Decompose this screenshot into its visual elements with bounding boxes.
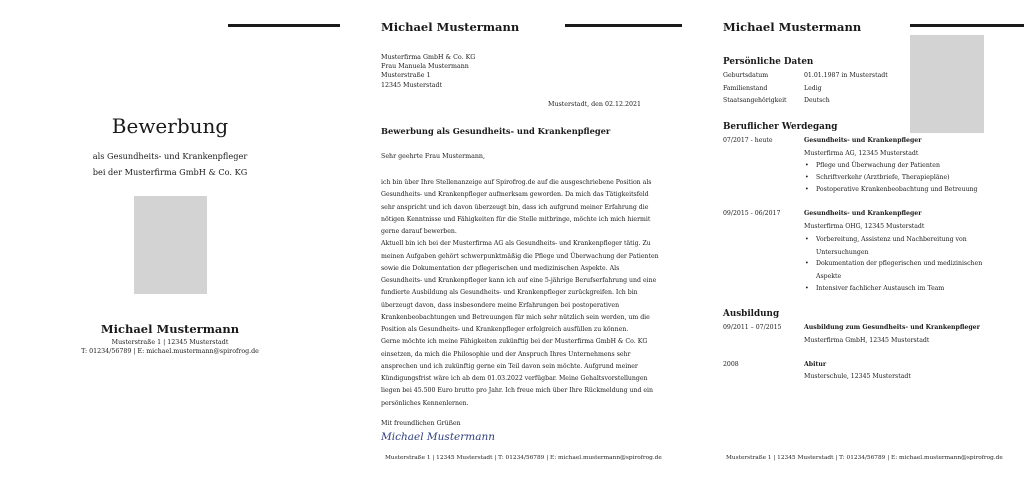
body-line: ansprechen und ich zukünftig gerne ein Teil davon sein möchte. Aufgrund meiner — [381, 362, 638, 370]
cover-address: Musterstraße 1 | 12345 Musterstadt — [111, 339, 229, 346]
letter-footer: Musterstraße 1 | 12345 Musterstadt | T: 01234/56789 | E: michael.mustermann@spirofrog.de — [385, 455, 662, 461]
career-title: Gesundheits- und Krankenpfleger — [804, 137, 922, 144]
body-line: sowie die Dokumentation der pflegerischen und medizinischen Aspekte. Als — [381, 264, 620, 272]
career-bullet: • Schriftverkehr (Arztbriefe, Therapiepläne) — [804, 172, 984, 185]
education-title: Abitur — [804, 361, 827, 368]
cv-footer: Musterstraße 1 | 12345 Musterstadt | T: 01234/56789 | E: michael.mustermann@spirofrog.de — [726, 455, 1003, 461]
cover-name: Michael Mustermann — [100, 322, 240, 336]
letter-top-rule — [565, 24, 682, 27]
career-date: 09/2015 - 06/2017 — [723, 210, 781, 217]
cover-title: Bewerbung — [111, 114, 229, 138]
letter-page — [345, 0, 685, 482]
body-line: Kündigungsfrist wäre ich ab dem 01.03.2022 verfügbar. Meine Gehaltsvorstellungen — [381, 375, 648, 382]
body-line: nötigen Kenntnisse und Fähigkeiten für die Stelle mitbringe, möchte ich mich hiermit — [381, 215, 651, 223]
career-date: 07/2017 - heute — [723, 137, 773, 144]
body-line: liegen bei 45.500 Euro brutto pro Jahr. Ich freue mich über Ihre Rückmeldung und ein — [381, 387, 654, 395]
body-line: ich bin über Ihre Stellenanzeige auf Spirofrog.de auf die ausgeschriebene Position als — [381, 179, 652, 186]
recipient-line: 12345 Musterstadt — [381, 81, 443, 89]
education-date: 09/2011 – 07/2015 — [723, 324, 782, 331]
cover-page — [0, 0, 345, 482]
cover-photo-placeholder — [134, 196, 207, 294]
career-bullet: • Vorbereitung, Assistenz und Nachbereitung von Untersuchungen — [804, 234, 984, 259]
cover-subtitle-2: bei der Musterfirma GmbH & Co. KG — [92, 167, 248, 177]
body-line: fundierte Ausbildung als Gesundheits- und Krankenpfleger zurückgreifen. Ich bin — [381, 289, 638, 297]
body-line: Gerne möchte ich meine Fähigkeiten zukünftig bei der Musterfirma GmbH & Co. KG — [381, 338, 648, 346]
cv-photo-placeholder — [910, 35, 984, 133]
career-company: Musterfirma AG, 12345 Musterstadt — [804, 150, 919, 157]
career-bullet: • Postoperative Krankenbeobachtung und Betreuung — [804, 184, 984, 197]
cover-contact: T: 01234/56789 | E: michael.mustermann@spirofrog.de — [81, 348, 259, 355]
career-heading: Beruflicher Werdegang — [723, 122, 838, 132]
personal-label: Staatsangehörigkeit — [723, 97, 787, 104]
body-line: Position als Gesundheits- und Krankenpfleger erfolgreich ausfüllen zu können. — [381, 326, 629, 333]
career-bullet: • Intensiver fachlicher Austausch im Team — [804, 283, 984, 296]
body-line: überzeugt davon, dass insbesondere meine Erfahrungen bei postoperativen — [381, 301, 620, 309]
body-line: meinen Aufgaben gehört schwerpunktmäßig die Pflege und Überwachung der Patienten — [381, 252, 659, 260]
education-heading: Ausbildung — [723, 309, 780, 319]
letter-date: Musterstadt, den 02.12.2021 — [548, 101, 641, 108]
education-school: Musterfirma GmbH, 12345 Musterstadt — [804, 337, 930, 344]
cover-subtitle-1: als Gesundheits- und Krankenpfleger — [92, 151, 248, 161]
letter-subject: Bewerbung als Gesundheits- und Krankenpfleger — [381, 126, 611, 136]
letter-closing: Mit freundlichen Grüßen — [381, 420, 461, 427]
body-line: Krankenbeobachtungen und Betreuungen für mich sehr nützlich sein werden, um die — [381, 313, 650, 321]
cv-top-rule — [910, 24, 1024, 27]
body-line: sehr anspricht und ich davon überzeugt bin, dass ich aufgrund meiner Erfahrung die — [381, 203, 649, 211]
body-line: persönliches Kennenlernen. — [381, 399, 469, 407]
personal-data-heading: Persönliche Daten — [723, 57, 814, 67]
career-company: Musterfirma OHG, 12345 Musterstadt — [804, 223, 925, 230]
body-line: einsetzen, da mich die Philosophie und der Anspruch Ihres Unternehmens sehr — [381, 350, 631, 358]
letter-body — [381, 177, 659, 410]
education-date: 2008 — [723, 361, 739, 368]
letter-signature: Michael Mustermann — [381, 431, 496, 443]
letter-sender-name: Michael Mustermann — [381, 20, 520, 34]
recipient-line: Musterfirma GmbH & Co. KG — [381, 54, 476, 61]
recipient-line: Musterstraße 1 — [381, 72, 431, 80]
career-bullet: • Dokumentation der pflegerischen und medizinischen Aspekte — [804, 258, 984, 283]
education-school: Musterschule, 12345 Musterstadt — [804, 373, 911, 380]
personal-label: Geburtsdatum — [723, 72, 769, 79]
personal-value: Ledig — [804, 85, 822, 92]
cover-top-rule — [228, 24, 340, 27]
education-title: Ausbildung zum Gesundheits- und Krankenpfleger — [804, 324, 980, 331]
body-line: Aktuell bin ich bei der Musterfirma AG als Gesundheits- und Krankenpfleger tätig. Zu — [381, 240, 651, 248]
personal-label: Familienstand — [723, 85, 768, 92]
letter-salutation: Sehr geehrte Frau Mustermann, — [381, 153, 485, 160]
body-line: gerne darauf bewerben. — [381, 228, 457, 235]
recipient-address — [381, 53, 475, 90]
personal-value: 01.01.1987 in Musterstadt — [804, 72, 888, 79]
cv-name: Michael Mustermann — [723, 20, 862, 34]
cv-page — [685, 0, 1024, 482]
recipient-line: Frau Manuela Mustermann — [381, 63, 469, 71]
career-title: Gesundheits- und Krankenpfleger — [804, 210, 922, 217]
body-line: Gesundheits- und Krankenpfleger kann ich auf eine 5-jährige Berufserfahrung und eine — [381, 277, 657, 284]
career-bullet: • Pflege und Überwachung der Patienten — [804, 160, 984, 173]
body-line: Gesundheits- und Krankenpfleger aufmerksam geworden. Da mich das Tätigkeitsfeld — [381, 191, 649, 199]
personal-value: Deutsch — [804, 97, 830, 104]
